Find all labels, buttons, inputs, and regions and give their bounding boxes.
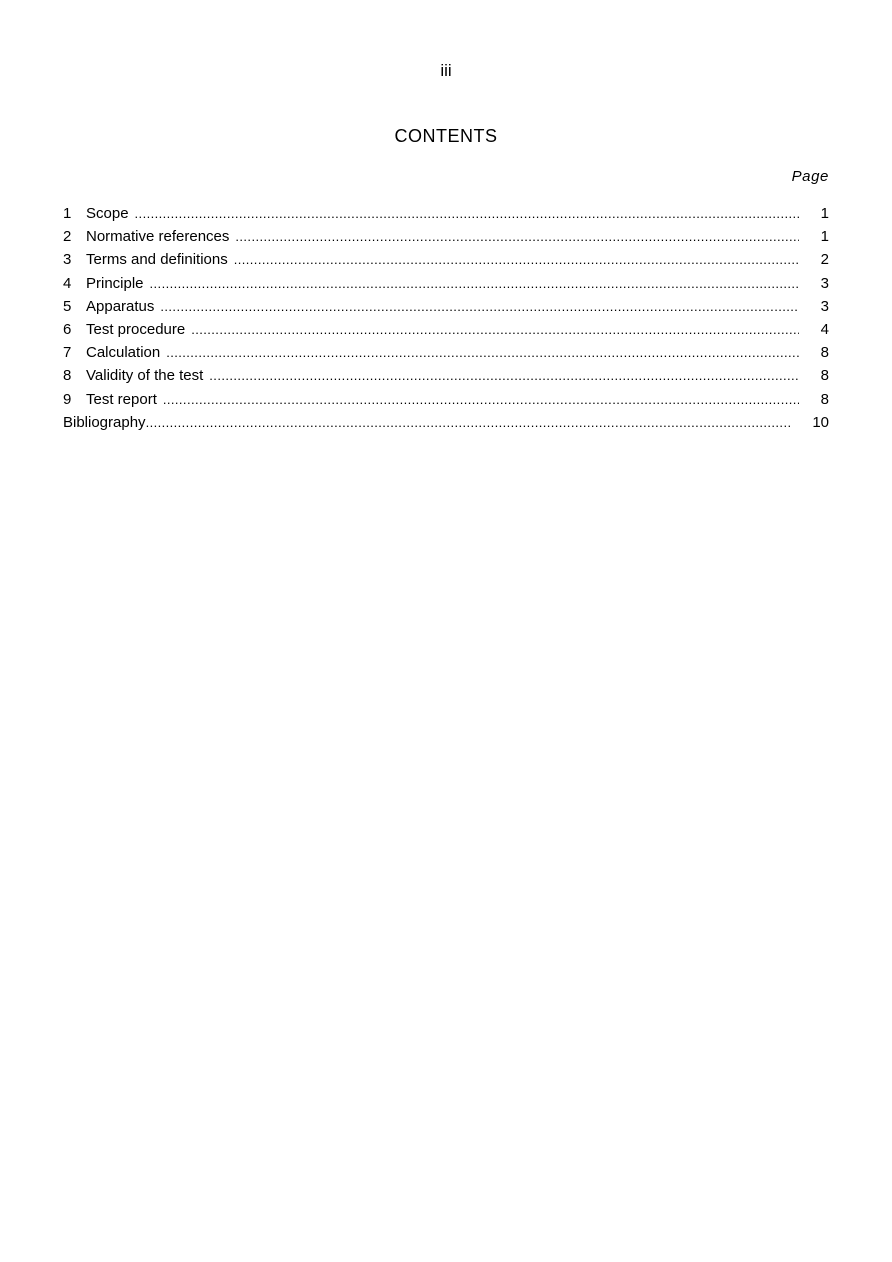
page-column-label: Page bbox=[791, 168, 829, 185]
toc-entry-test-report[interactable] bbox=[63, 388, 829, 411]
toc-entry-validity-of-the-test[interactable] bbox=[63, 364, 829, 387]
toc-entry-title: Normative references bbox=[86, 228, 230, 246]
toc-entry-number: 3 bbox=[63, 251, 72, 269]
toc-entry-page: 8 bbox=[820, 344, 829, 362]
toc-entry-number: 4 bbox=[63, 274, 72, 292]
toc-entry-title: Bibliography bbox=[63, 413, 146, 431]
toc-entry-number: 2 bbox=[63, 228, 72, 246]
toc-entry-title: Scope bbox=[86, 205, 129, 222]
dot-leader bbox=[150, 272, 799, 295]
toc-entry-page: 8 bbox=[820, 390, 829, 408]
toc-entry-scope[interactable] bbox=[63, 202, 829, 225]
toc-entry-title: Terms and definitions bbox=[86, 251, 228, 269]
toc-entry-title: Test report bbox=[86, 390, 157, 408]
toc-entry-apparatus[interactable] bbox=[63, 295, 829, 318]
dot-leader bbox=[166, 341, 799, 364]
toc-entry-principle[interactable] bbox=[63, 272, 829, 295]
toc-entry-number: 8 bbox=[63, 367, 72, 385]
toc-entry-normative-references[interactable] bbox=[63, 225, 829, 248]
toc-entry-title: Principle bbox=[86, 274, 144, 292]
dot-leader bbox=[191, 318, 799, 341]
toc-entry-title: Validity of the test bbox=[86, 367, 204, 385]
table-of-contents bbox=[63, 202, 829, 434]
dot-leader bbox=[234, 248, 799, 271]
toc-entry-page: 8 bbox=[820, 367, 829, 385]
toc-entry-page: 4 bbox=[820, 320, 829, 338]
dot-leader bbox=[235, 225, 799, 248]
toc-entry-page: 10 bbox=[812, 413, 829, 431]
toc-entry-page: 1 bbox=[820, 205, 829, 222]
toc-entry-title: Apparatus bbox=[86, 297, 155, 315]
toc-entry-test-procedure[interactable] bbox=[63, 318, 829, 341]
toc-entry-calculation[interactable] bbox=[63, 341, 829, 364]
dot-leader bbox=[135, 202, 799, 225]
toc-entry-number: 5 bbox=[63, 297, 72, 315]
toc-entry-number: 6 bbox=[63, 320, 72, 338]
toc-entry-number: 9 bbox=[63, 390, 72, 408]
toc-entry-bibliography[interactable] bbox=[63, 411, 829, 434]
toc-entry-page: 3 bbox=[820, 297, 829, 315]
dot-leader bbox=[160, 295, 799, 318]
toc-entry-terms-and-definitions[interactable] bbox=[63, 248, 829, 271]
dot-leader bbox=[146, 411, 791, 434]
toc-entry-page: 3 bbox=[820, 274, 829, 292]
contents-title: CONTENTS bbox=[394, 126, 498, 146]
page-number: iii bbox=[440, 61, 452, 80]
toc-entry-title: Test procedure bbox=[86, 320, 186, 338]
toc-entry-page: 1 bbox=[820, 228, 829, 246]
toc-entry-number: 7 bbox=[63, 344, 72, 362]
toc-entry-page: 2 bbox=[820, 251, 829, 269]
toc-entry-number: 1 bbox=[63, 205, 72, 222]
dot-leader bbox=[163, 388, 799, 411]
toc-entry-title: Calculation bbox=[86, 344, 161, 362]
dot-leader bbox=[209, 364, 799, 387]
